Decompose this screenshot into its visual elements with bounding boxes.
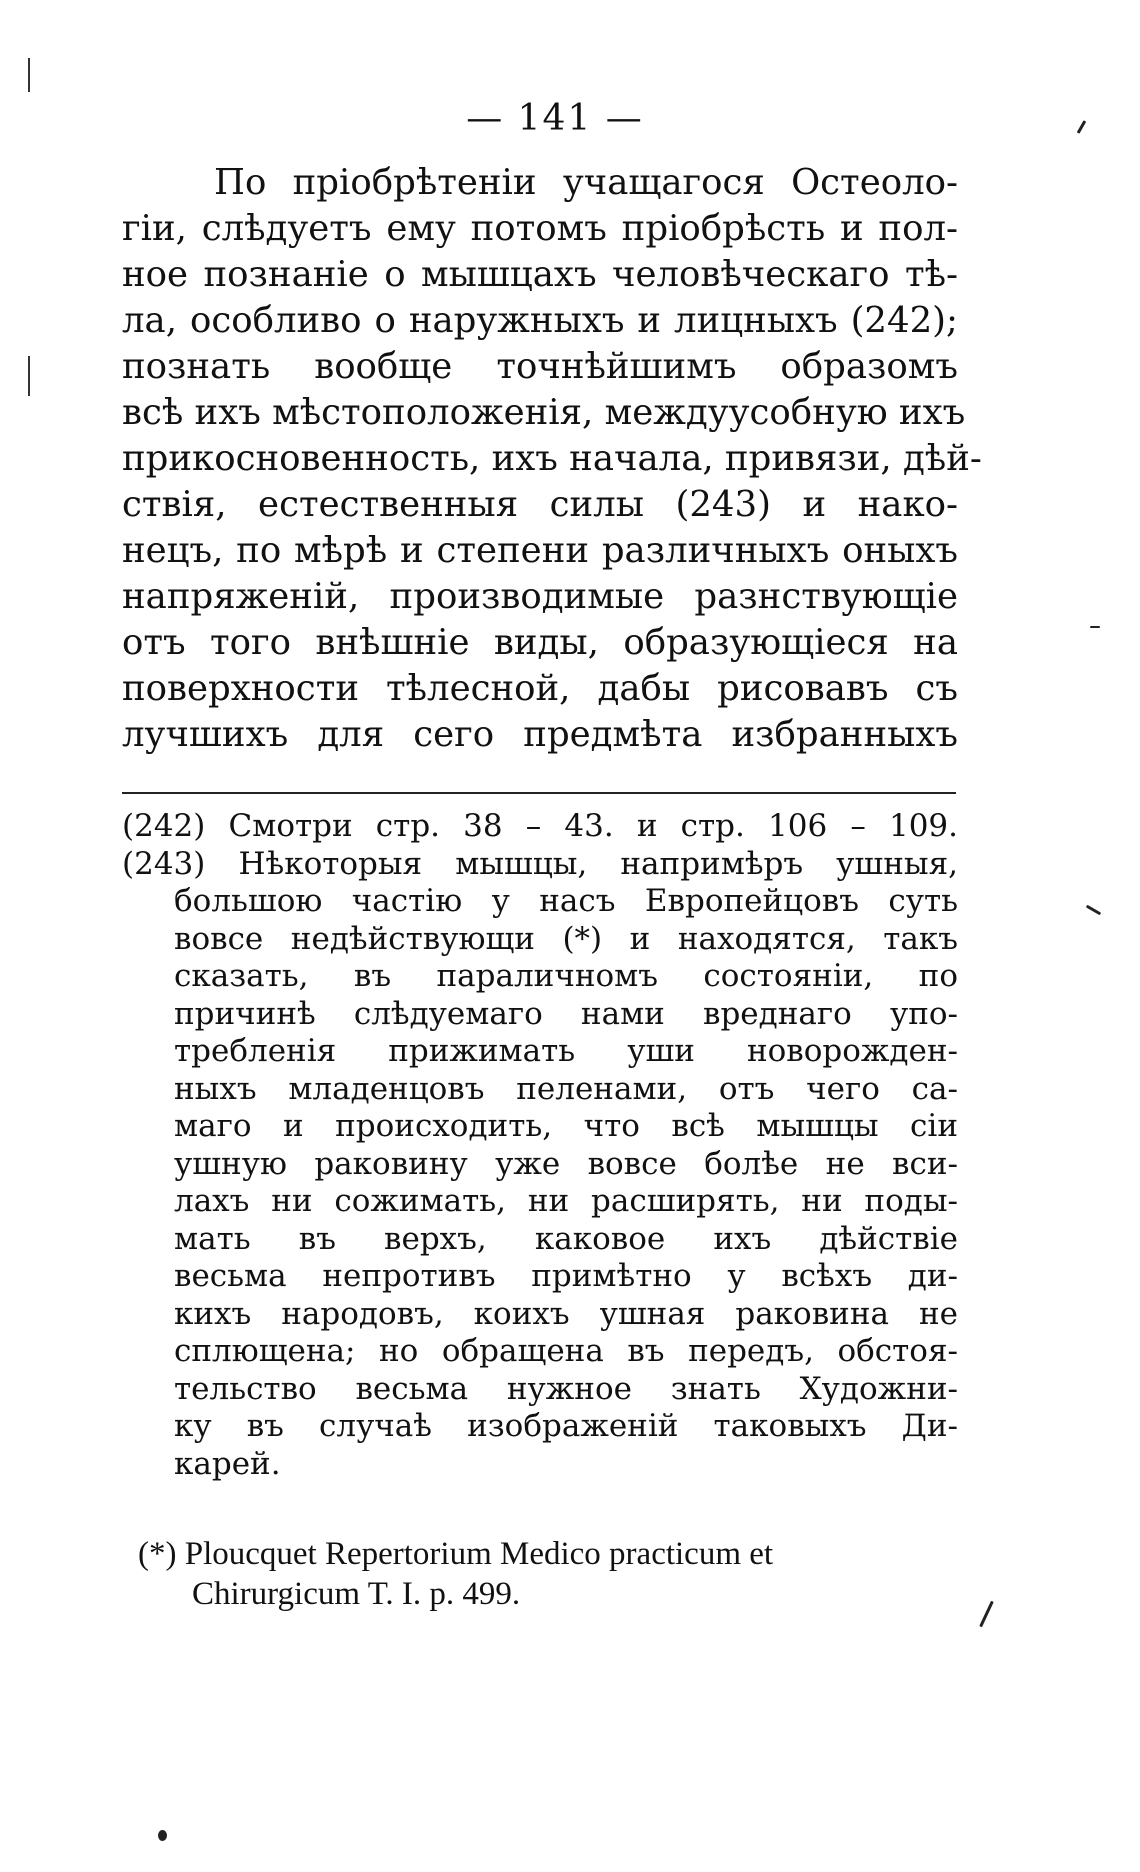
text-line: познать вообще точнѣйшимъ образомъ [122,346,958,387]
footnote-line: причинѣ слѣдуемаго нами вреднаго упо- [174,995,958,1032]
footnote-line: весьма непротивъ примѣтно у всѣхъ ди- [174,1258,958,1294]
sub-footnote-line: (*) Ploucquet Repertorium Medico practicum et [138,1536,774,1572]
ink-speck [1086,905,1101,916]
text-line: поверхности тѣлесной, дабы рисовавъ съ [122,668,958,709]
footnote-line: требленія прижимать уши новорожден- [174,1033,958,1069]
text-line: ное познаніе о мышцахъ человѣческаго тѣ- [122,254,958,295]
text-line: ствія, естественныя силы (243) и нако- [122,484,958,525]
footnote-line: большою частію у насъ Европейцовъ суть [174,883,958,919]
text-line: нецъ, по мѣрѣ и степени различныхъ оныхъ [122,530,958,571]
sub-footnote [138,1534,958,1614]
footnote-line: карей. [174,1445,281,1482]
footnote-line: ку въ случаѣ изображеній таковыхъ Ди- [174,1408,958,1444]
footnote-line: вовсе недѣйствующи (*) и находятся, такъ [174,920,958,957]
footnote-line: (243) Нѣкоторыя мышцы, напримѣръ ушныя, [122,845,958,882]
scan-edge-mark [28,58,30,92]
text-line: всѣ ихъ мѣстоположенія, междуусобную ихъ [122,392,966,433]
text-line: прикосновенность, ихъ начала, привязи, дѣй- [122,438,982,479]
footnote-line: тельство весьма нужное знать Художни- [174,1370,958,1407]
footnote-line: (242) Смотри стр. 38 – 43. и стр. 106 – 109. [122,808,958,844]
footnote-divider [122,792,956,794]
footnote-line: ныхъ младенцовъ пеленами, отъ чего са- [174,1070,958,1107]
footnote-line: сказать, въ параличномъ состояніи, по [174,958,958,994]
text-line: ла, особливо о наружныхъ и лицныхъ (242); [122,300,958,341]
footnote-line: мать въ верхъ, каковое ихъ дѣйствіе [174,1220,958,1257]
footnote-line: сплющена; но обращена въ передъ, обстоя- [174,1333,958,1369]
footnote-line: кихъ народовъ, коихъ ушная раковина не [174,1295,958,1332]
page-number: — 141 — [466,98,644,139]
footnotes [122,808,958,1483]
ink-speck [1077,120,1087,134]
ink-speck [158,1830,167,1841]
text-line: отъ того внѣшніе виды, образующіеся на [122,622,958,663]
ink-speck [979,1601,994,1628]
footnote-line: маго и происходить, что всѣ мышцы сіи [174,1108,958,1144]
text-line: напряженій, производимые разнствующіе [122,576,958,617]
text-line: лучшихъ для сего предмѣта избранныхъ [122,714,958,755]
footnote-line: ушную раковину уже вовсе болѣе не вси- [174,1145,958,1182]
main-paragraph [122,160,982,758]
ink-speck [1090,626,1100,628]
footnote-line: лахъ ни сожимать, ни расширять, ни поды- [174,1183,958,1219]
sub-footnote-line: Chirurgicum T. I. p. 499. [192,1576,521,1612]
text-line: По пріобрѣтеніи учащагося Остеоло- [214,162,958,203]
scan-edge-mark [28,356,30,396]
text-line: гіи, слѣдуетъ ему потомъ пріобрѣсть и пол- [122,208,958,249]
